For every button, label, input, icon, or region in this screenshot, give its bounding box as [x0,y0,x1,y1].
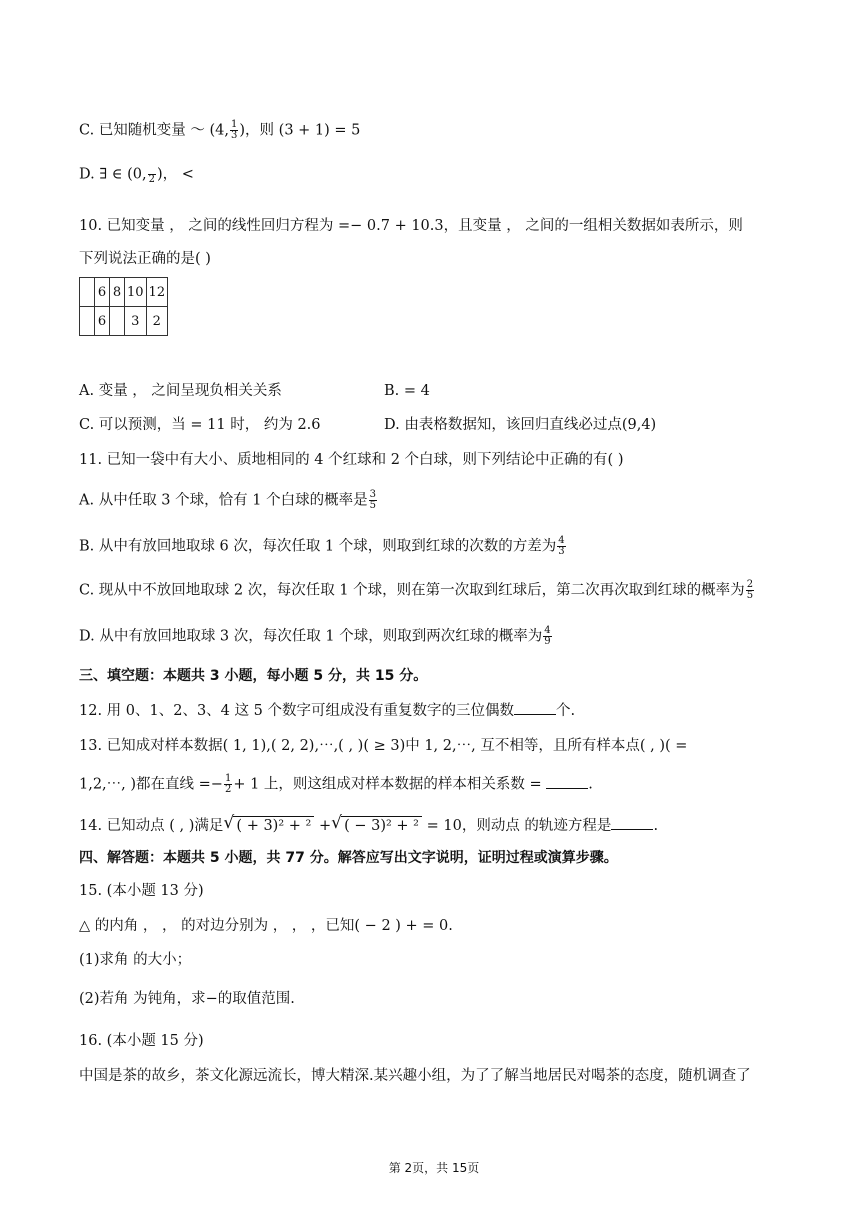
q14: 14. 已知动点 ( , )满足√ ( + 3)² + ² +√ ( − 3)² + ² = 10，则动点 的轨迹方程是 . [79,816,658,835]
square-root: √ ( − 3)² + ² [341,816,422,835]
q10-data-table [79,277,168,336]
fraction: $\frac{4}{9}$ [544,625,551,647]
table-cell: 6 [95,307,110,336]
q11-option-b: B. 从中有放回地取球 6 次，每次任取 1 个球，则取到红球的次数的方差为 $\frac{4}{3}$ [79,535,565,557]
q9-option-d: D. ∃ ∈ (0, 2 )， < [79,164,194,185]
table-cell: 10 [125,278,147,307]
q9-option-d-text: D. ∃ ∈ (0, [79,166,147,183]
q15-part2: (2)若角 为钝角，求−的取值范围. [79,991,295,1007]
section-heading-fill-in: 三、填空题：本题共 3 小题，每小题 5 分，共 15 分。 [79,668,428,684]
fraction: 2 [148,164,156,185]
answer-blank [611,817,653,830]
table-cell: 3 [125,307,147,336]
table-cell: 12 [146,278,168,307]
fraction: $\frac{2}{5}$ [746,579,754,601]
q10-stem-line2: 下列说法正确的是( ) [79,251,211,267]
page-footer: 第 2页，共 15页 [388,1161,480,1175]
answer-blank [514,702,556,715]
q10-option-b: B. = 4 [384,383,430,399]
q12: 12. 用 0、1、2、3、4 这 5 个数字可组成没有重复数字的三位偶数 个. [79,703,576,719]
table-cell [110,307,125,336]
q15-part1: (1)求角 的大小； [79,952,192,968]
fraction: $\frac{1}{3}$ [231,119,238,141]
square-root: √ ( + 3)² + ² [233,816,314,835]
q10-option-a: A. 变量 ， 之间呈现负相关关系 [79,383,282,399]
q15-heading: 15. (本小题 13 分) [79,883,204,899]
section-heading-solutions: 四、解答题：本题共 5 小题，共 77 分。解答应写出文字说明，证明过程或演算步骤。 [79,850,618,866]
q15-stem: △ 的内角 ， ， 的对边分别为 ， ， ，已知( − 2 ) + = 0. [79,918,453,934]
q13-line1: 13. 已知成对样本数据( 1, 1),( 2, 2),⋯,( , )( ≥ 3)中 1, 2,⋯, 互不相等，且所有样本点( , )( = [79,738,688,754]
table-cell: 8 [110,278,125,307]
q10-option-c: C. 可以预测，当 = 11 时， 约为 2.6 [79,417,321,433]
q9-option-c-text: C. 已知随机变量 ～ (4, [79,122,230,139]
table-cell: 2 [146,307,168,336]
q11-option-c: C. 现从中不放回地取球 2 次，每次任取 1 个球，则在第一次取到红球后，第二次再次取到红球的概率为 $\frac{2}{5}$ [79,579,754,601]
q10-stem-line1: 10. 已知变量 ， 之间的线性回归方程为 =− 0.7 + 10.3，且变量 ， 之间的一组相关数据如表所示，则 [79,218,743,234]
fraction: $\frac{3}{5}$ [369,489,376,511]
q16-heading: 16. (本小题 15 分) [79,1033,204,1049]
table-cell [80,307,95,336]
fraction: $\frac{4}{3}$ [558,535,565,557]
q11-option-a: A. 从中任取 3 个球，恰有 1 个白球的概率是 $\frac{3}{5}$ [79,489,376,511]
fraction: $\frac{1}{2}$ [224,773,232,795]
q13-line2: 1,2,⋯, )都在直线 =− $\frac{1}{2}$ + 1 上，则这组成对样本数据的样本相关系数 = . [79,773,593,795]
q10-option-d: D. 由表格数据知，该回归直线必过点(9,4) [384,417,657,433]
table-cell [80,278,95,307]
table-cell: 6 [95,278,110,307]
q11-option-d: D. 从中有放回地取球 3 次，每次任取 1 个球，则取到两次红球的概率为 $\frac{4}{9}$ [79,625,551,647]
answer-blank [546,776,588,789]
q9-option-c: C. 已知随机变量 ～ (4, $\frac{1}{3}$ )，则 (3 + 1) = 5 [79,119,361,141]
q16-stem: 中国是茶的故乡，茶文化源远流长，博大精深.某兴趣小组，为了了解当地居民对喝茶的态度，随机调查了 [79,1068,751,1084]
table-row [80,307,168,336]
table-row [80,278,168,307]
q11-stem: 11. 已知一袋中有大小、质地相同的 4 个红球和 2 个白球，则下列结论中正确的有( ) [79,452,624,468]
